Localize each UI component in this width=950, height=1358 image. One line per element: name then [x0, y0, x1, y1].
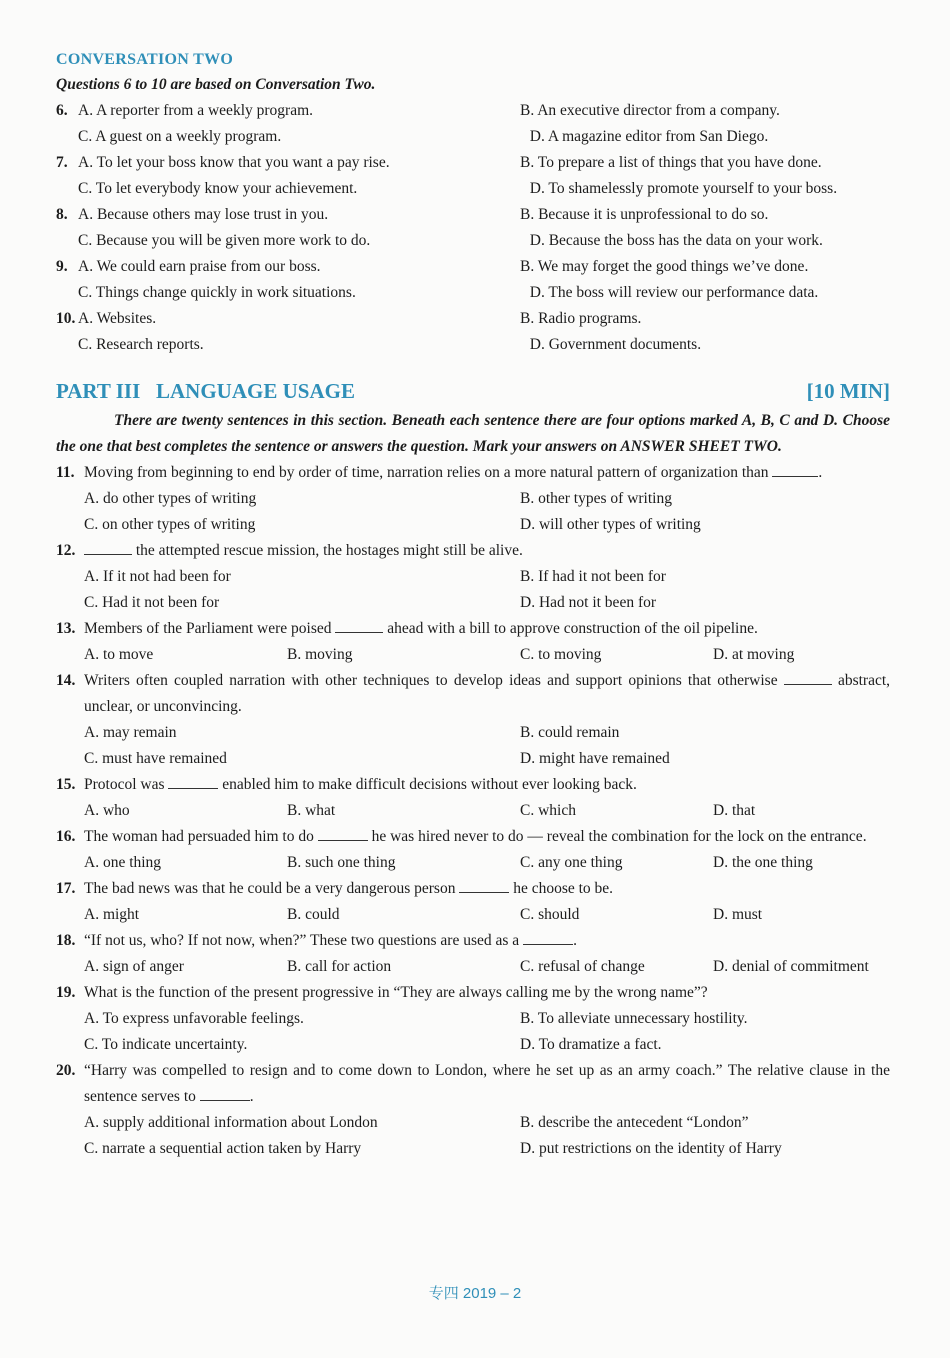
question-12-stem: 12. the attempted rescue mission, the hostages might still be alive. [56, 542, 523, 559]
option-d[interactable]: D. Government documents. [529, 336, 702, 353]
question-18-options [56, 954, 890, 980]
question-14-options-cd [56, 746, 890, 772]
option-b[interactable]: B. If had it not been for [520, 568, 666, 585]
option-a[interactable]: 8. A. Because others may lose trust in you. [56, 202, 520, 228]
option-c[interactable]: C. To let everybody know your achievement. [78, 180, 358, 197]
conversation-note: Questions 6 to 10 are based on Conversation Two. [56, 76, 376, 93]
answer-blank [84, 540, 132, 555]
conversation-question-row [56, 254, 890, 280]
question-13-options [56, 642, 890, 668]
question-14-stem: 14. Writers often coupled narration with other techniques to develop ideas and support opinions that otherwise abstract, unclear, or unconvincing. [56, 672, 891, 715]
conversation-question-row [56, 150, 890, 176]
question-13-stem: 13. Members of the Parliament were poised ahead with a bill to approve construction of the oil pipeline. [56, 620, 758, 637]
part-time: [10 MIN] [806, 379, 890, 403]
conversation-question-row [56, 202, 890, 228]
option-a[interactable]: A. might [84, 906, 140, 923]
question-number: 7. [56, 154, 68, 171]
option-b[interactable]: B. moving [287, 646, 353, 663]
option-d[interactable]: D. at moving [713, 646, 795, 663]
option-c[interactable]: C. which [520, 802, 576, 819]
option-a[interactable]: A. If it not had been for [84, 568, 231, 585]
option-b[interactable]: B. describe the antecedent “London” [520, 1114, 749, 1131]
exam-page [56, 48, 890, 1162]
option-a[interactable]: 6. A. A reporter from a weekly program. [56, 98, 520, 124]
option-a[interactable]: A. To express unfavorable feelings. [84, 1010, 304, 1027]
conversation-title: CONVERSATION TWO [56, 51, 234, 68]
question-14-options-ab [56, 720, 890, 746]
option-c[interactable]: C. To indicate uncertainty. [84, 1036, 248, 1053]
option-b[interactable]: B. To prepare a list of things that you have done. [520, 154, 822, 171]
question-11-stem: 11. Moving from beginning to end by order of time, narration relies on a more natural pattern of organization than . [56, 464, 823, 481]
option-c[interactable]: C. Research reports. [78, 336, 204, 353]
question-19-options-cd [56, 1032, 890, 1058]
option-d[interactable]: D. denial of commitment [713, 958, 869, 975]
option-a[interactable]: 10. A. Websites. [56, 306, 520, 332]
conversation-question-row [56, 306, 890, 332]
option-c[interactable]: C. to moving [520, 646, 602, 663]
option-b[interactable]: B. To alleviate unnecessary hostility. [520, 1010, 748, 1027]
option-b[interactable]: B. what [287, 802, 336, 819]
option-c[interactable]: C. should [520, 906, 580, 923]
option-d[interactable]: D. put restrictions on the identity of Harry [520, 1140, 782, 1157]
option-c[interactable]: C. Because you will be given more work to do. [78, 232, 371, 249]
option-b[interactable]: B. other types of writing [520, 490, 672, 507]
conversation-question-row [56, 228, 890, 254]
option-d[interactable]: D. A magazine editor from San Diego. [529, 128, 769, 145]
question-16-stem: 16. The woman had persuaded him to do he was hired never to do — reveal the combination for the lock on the entrance. [56, 828, 867, 845]
question-number: 8. [56, 206, 68, 223]
option-b[interactable]: B. call for action [287, 958, 392, 975]
option-b[interactable]: B. Radio programs. [520, 310, 642, 327]
option-d[interactable]: D. The boss will review our performance data. [529, 284, 819, 301]
option-c[interactable]: C. refusal of change [520, 958, 645, 975]
option-a[interactable]: 9. A. We could earn praise from our boss. [56, 254, 520, 280]
question-20-options-cd [56, 1136, 890, 1162]
option-a[interactable]: A. supply additional information about London [84, 1114, 378, 1131]
option-a[interactable]: A. to move [84, 646, 154, 663]
option-c[interactable]: C. Had it not been for [84, 594, 220, 611]
option-c[interactable]: C. A guest on a weekly program. [78, 128, 282, 145]
option-a[interactable]: A. may remain [84, 724, 177, 741]
conversation-question-row [56, 98, 890, 124]
question-16-options [56, 850, 890, 876]
option-d[interactable]: D. will other types of writing [520, 516, 701, 533]
answer-blank [772, 462, 818, 477]
question-20-options-ab [56, 1110, 890, 1136]
option-d[interactable]: D. that [713, 802, 756, 819]
question-15-stem: 15. Protocol was enabled him to make difficult decisions without ever looking back. [56, 776, 637, 793]
answer-blank [200, 1086, 250, 1101]
option-b[interactable]: B. could remain [520, 724, 620, 741]
question-20-stem: 20. “Harry was compelled to resign and to come down to London, where he set up as an army coach.” The relative clause in the sentence serves to . [56, 1062, 890, 1105]
question-15-options [56, 798, 890, 824]
option-a[interactable]: A. who [84, 802, 130, 819]
answer-blank [168, 774, 218, 789]
question-18-stem: 18. “If not us, who? If not now, when?” These two questions are used as a . [56, 932, 577, 949]
question-number: 6. [56, 102, 68, 119]
answer-blank [459, 878, 509, 893]
option-b[interactable]: B. An executive director from a company. [520, 102, 780, 119]
answer-blank [318, 826, 368, 841]
option-b[interactable]: B. We may forget the good things we’ve done. [520, 258, 809, 275]
option-d[interactable]: D. the one thing [713, 854, 813, 871]
option-d[interactable]: D. To shamelessly promote yourself to your boss. [529, 180, 838, 197]
conversation-question-row [56, 176, 890, 202]
question-11-options-cd [56, 512, 890, 538]
option-a[interactable]: A. one thing [84, 854, 162, 871]
option-a[interactable]: A. do other types of writing [84, 490, 257, 507]
conversation-question-row [56, 124, 890, 150]
option-d[interactable]: D. Because the boss has the data on your work. [529, 232, 823, 249]
conversation-questions [56, 98, 890, 358]
question-17-stem: 17. The bad news was that he could be a very dangerous person he choose to be. [56, 880, 614, 897]
option-c[interactable]: C. narrate a sequential action taken by Harry [84, 1140, 362, 1157]
option-b[interactable]: B. such one thing [287, 854, 396, 871]
question-19-stem: 19. What is the function of the present progressive in “They are always calling me by the wrong name”? [56, 984, 708, 1001]
question-12-options-cd [56, 590, 890, 616]
option-b[interactable]: B. Because it is unprofessional to do so. [520, 206, 769, 223]
option-d[interactable]: D. must [713, 906, 763, 923]
question-11-options-ab [56, 486, 890, 512]
option-a[interactable]: 7. A. To let your boss know that you want a pay rise. [56, 150, 520, 176]
option-d[interactable]: D. To dramatize a fact. [520, 1036, 662, 1053]
option-d[interactable]: D. might have remained [520, 750, 670, 767]
option-b[interactable]: B. could [287, 906, 340, 923]
option-c[interactable]: C. on other types of writing [84, 516, 256, 533]
option-d[interactable]: D. Had not it been for [520, 594, 657, 611]
answer-blank [784, 670, 832, 685]
answer-blank [335, 618, 383, 633]
part-instructions: There are twenty sentences in this section. Beneath each sentence there are four options marked A, B, C and D. Choose the one that best completes the sentence or answers the question. Mark your answers on ANSWER SHEET TWO. [56, 412, 890, 455]
conversation-question-row [56, 332, 890, 358]
question-19-options-ab [56, 1006, 890, 1032]
option-c[interactable]: C. must have remained [84, 750, 227, 767]
answer-blank [523, 930, 573, 945]
question-12-options-ab [56, 564, 890, 590]
question-number: 10. [56, 310, 76, 327]
option-a[interactable]: A. sign of anger [84, 958, 184, 975]
page-footer: 专四 2019 – 2 [428, 1285, 522, 1302]
question-number: 9. [56, 258, 68, 275]
question-17-options [56, 902, 890, 928]
option-c[interactable]: C. Things change quickly in work situations. [78, 284, 356, 301]
part-title: PART III LANGUAGE USAGE [56, 379, 355, 403]
conversation-question-row [56, 280, 890, 306]
part-heading [56, 374, 890, 408]
option-c[interactable]: C. any one thing [520, 854, 623, 871]
